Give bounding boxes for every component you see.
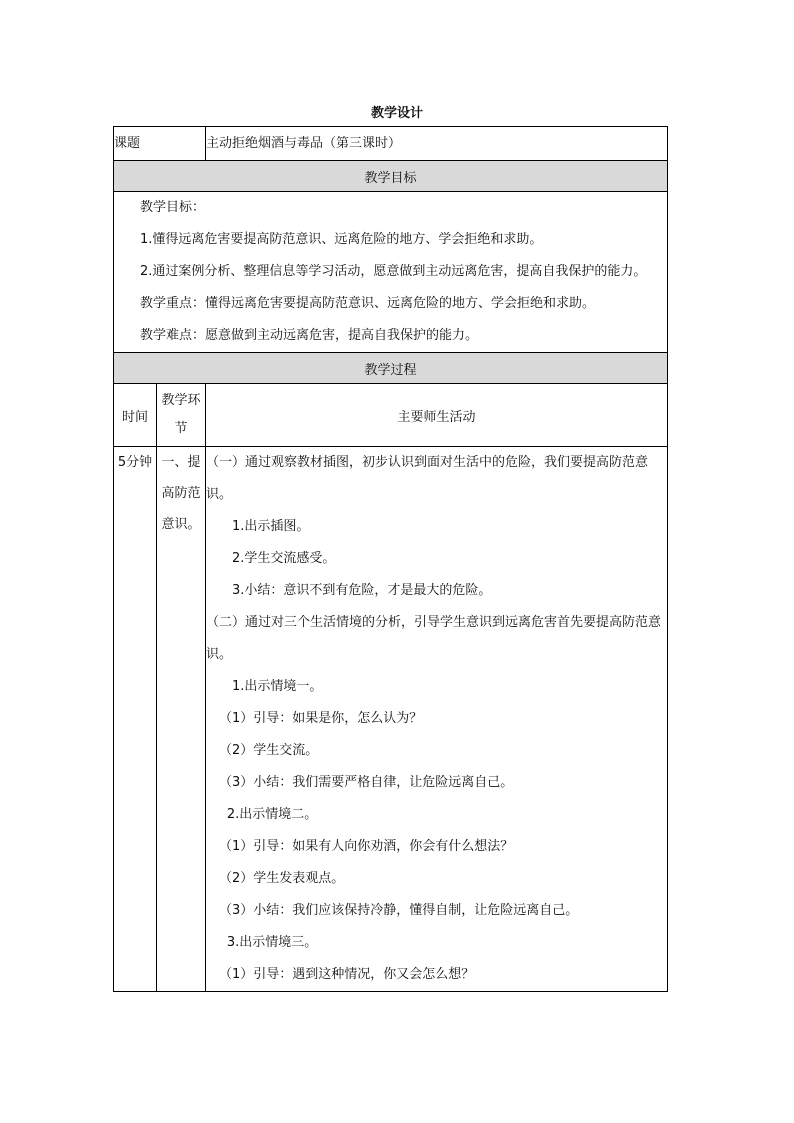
goals-body bbox=[114, 192, 668, 353]
activity-line: 2.出示情境二。 bbox=[226, 807, 318, 822]
row1-stage: 一、提高防范意识。 bbox=[157, 447, 206, 992]
document-title: 教学设计 bbox=[370, 106, 423, 121]
activity-line: （2）学生交流。 bbox=[219, 743, 319, 758]
row1-activities bbox=[206, 447, 668, 992]
goals-intro: 教学目标： bbox=[140, 200, 206, 215]
activity-line: （一）通过观察教材插图，初步认识到面对生活中的危险，我们要提高防范意识。 bbox=[206, 455, 649, 502]
goals-header-row bbox=[114, 161, 668, 192]
activity-line: 3.小结：意识不到有危险，才是最大的危险。 bbox=[232, 583, 492, 598]
topic-label: 课题 bbox=[114, 127, 206, 161]
process-row-1 bbox=[114, 447, 668, 992]
difficult-point: 教学难点：愿意做到主动远离危害，提高自我保护的能力。 bbox=[140, 328, 479, 343]
activity-line: （1）引导：如果是你，怎么认为？ bbox=[219, 711, 423, 726]
goals-body-row bbox=[114, 192, 668, 353]
goal-1: 1.懂得远离危害要提高防范意识、远离危险的地方、学会拒绝和求助。 bbox=[140, 232, 543, 247]
lesson-plan-table bbox=[113, 126, 668, 992]
activity-line: （二）通过对三个生活情境的分析，引导学生意识到远离危害首先要提高防范意识。 bbox=[206, 615, 662, 662]
activity-line: 1.出示情境一。 bbox=[232, 679, 323, 694]
activity-line: （3）小结：我们应该保持冷静，懂得自制，让危险远离自己。 bbox=[219, 903, 579, 918]
activity-line: 2.学生交流感受。 bbox=[232, 551, 336, 566]
process-header-row bbox=[114, 353, 668, 384]
col-header-time: 时间 bbox=[114, 384, 157, 447]
topic-row bbox=[114, 127, 668, 161]
col-header-activity: 主要师生活动 bbox=[206, 384, 668, 447]
row1-time: 5分钟 bbox=[114, 447, 157, 992]
activity-line: （3）小结：我们需要严格自律，让危险远离自己。 bbox=[219, 775, 514, 790]
topic-value: 主动拒绝烟酒与毒品（第三课时） bbox=[206, 127, 668, 161]
goals-header: 教学目标 bbox=[114, 161, 668, 192]
activity-line: （2）学生发表观点。 bbox=[219, 871, 345, 886]
activity-line: 3.出示情境三。 bbox=[226, 935, 318, 950]
process-header: 教学过程 bbox=[114, 353, 668, 384]
key-point: 教学重点：懂得远离危害要提高防范意识、远离危险的地方、学会拒绝和求助。 bbox=[140, 296, 596, 311]
activity-line: （1）引导：如果有人向你劝酒，你会有什么想法？ bbox=[219, 839, 514, 854]
col-header-stage: 教学环节 bbox=[157, 384, 206, 447]
process-columns-row bbox=[114, 384, 668, 447]
activity-line: （1）引导：遇到这种情况，你又会怎么想？ bbox=[219, 967, 475, 982]
goal-2: 2.通过案例分析、整理信息等学习活动，愿意做到主动远离危害，提高自我保护的能力。 bbox=[140, 264, 647, 279]
activity-line: 1.出示插图。 bbox=[232, 519, 310, 534]
